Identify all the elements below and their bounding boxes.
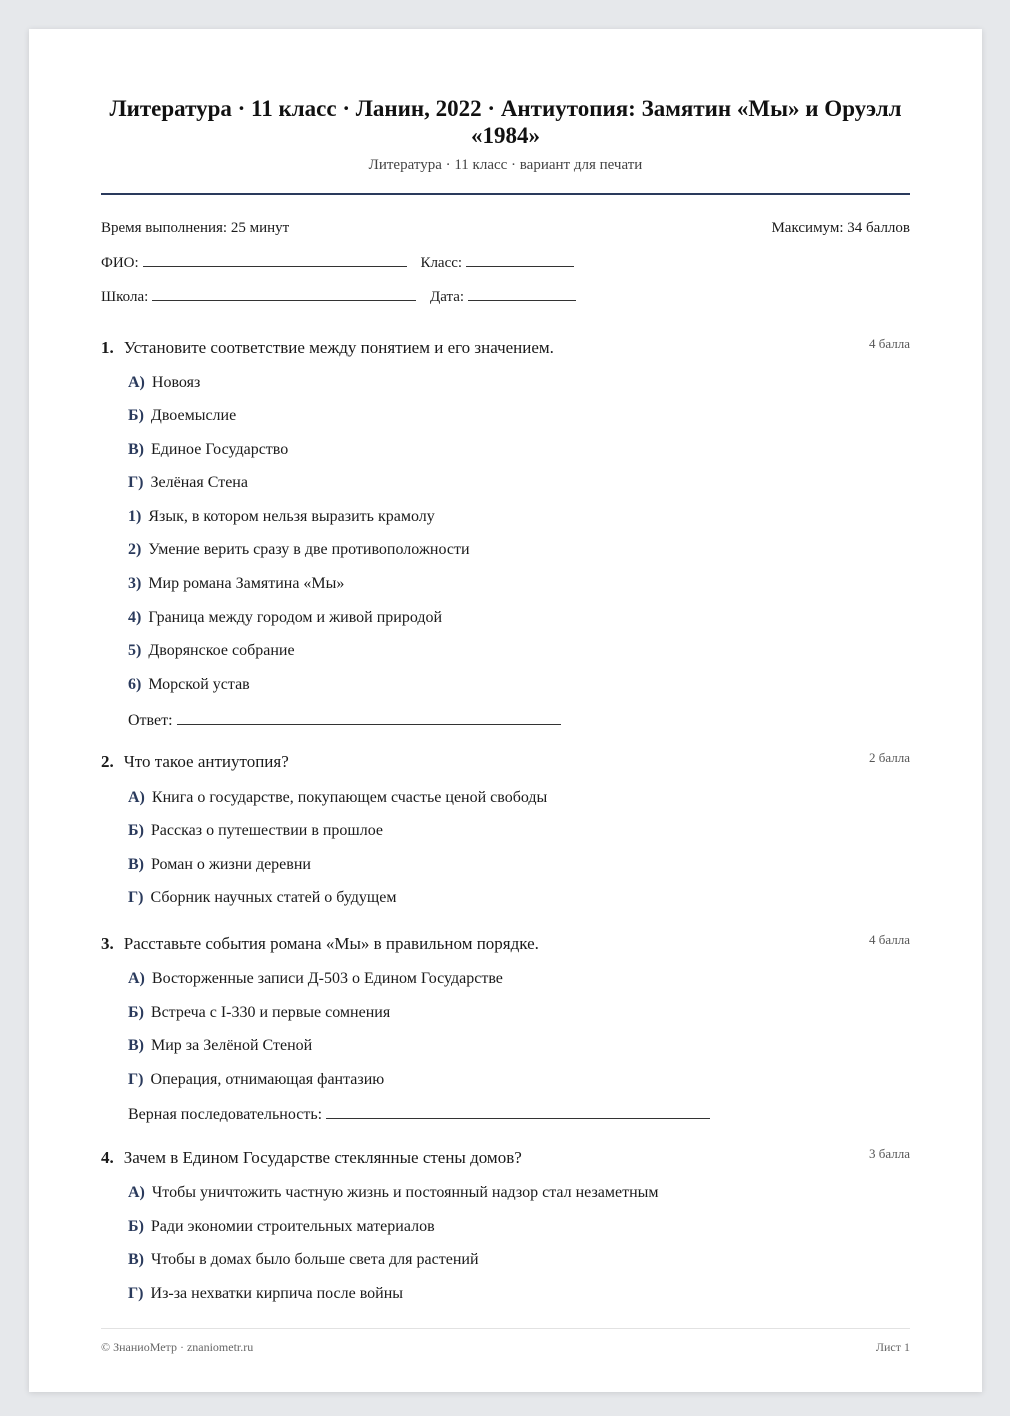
option-label: Г) [128,1285,144,1302]
question-points: 4 балла [869,336,910,351]
option-label: А) [128,789,145,806]
question-text: Установите соответствие между понятием и его значением. [123,338,554,357]
school-input-line[interactable] [152,287,416,301]
answer-input-line[interactable] [177,710,561,725]
q4-option-a[interactable] [128,1184,659,1202]
footer-divider [101,1328,910,1329]
question-points: 3 балла [869,1146,910,1161]
answer-label: Ответ: [128,712,173,729]
header-divider [101,193,910,195]
option-label: 2) [128,541,142,558]
option-label: А) [128,1184,145,1201]
page-number: Лист 1 [875,1340,910,1354]
q1-answer-row [128,710,561,730]
question-points: 4 балла [869,932,910,947]
option-label: Б) [128,1004,144,1021]
q1-option-g [128,474,248,492]
option-text: Восторженные записи Д-503 о Едином Государстве [151,970,503,987]
option-text: Ради экономии строительных материалов [150,1218,435,1235]
question-number: 4. [101,1148,114,1167]
option-text: Операция, отнимающая фантазию [150,1071,385,1088]
option-text: Язык, в котором нельзя выразить крамолу [148,508,435,525]
name-class-row [101,253,574,272]
option-label: Б) [128,407,144,424]
q3-option-g [128,1071,384,1089]
option-text: Чтобы в домах было больше света для растений [151,1251,479,1268]
option-text: Умение верить сразу в две противоположности [148,541,470,558]
question-number: 1. [101,338,114,357]
q3-option-v [128,1037,312,1055]
class-label: Класс: [420,255,463,271]
q1-option-5 [128,642,295,660]
option-text: Роман о жизни деревни [151,856,311,873]
option-text: Чтобы уничтожить частную жизнь и постоянный надзор стал незаметным [151,1184,659,1201]
meta-row [101,220,910,237]
question-2 [101,752,910,772]
q1-option-b [128,407,236,425]
option-text: Зелёная Стена [150,474,248,491]
option-label: В) [128,441,144,458]
page-title: Литература · 11 класс · Ланин, 2022 · Антиутопия: Замятин «Мы» и Оруэлл «1984» [109,96,902,148]
option-text: Двоемыслие [150,407,237,424]
worksheet-page [29,29,982,1392]
q2-option-b[interactable] [128,822,383,840]
option-label: Б) [128,822,144,839]
question-text: Что такое антиутопия? [123,752,289,771]
question-1 [101,338,910,358]
max-score: Максимум: 34 баллов [771,220,910,236]
question-4 [101,1148,910,1168]
option-label: В) [128,1251,144,1268]
question-3 [101,934,910,954]
option-label: А) [128,970,145,987]
option-label: В) [128,1037,144,1054]
school-label: Школа: [101,289,149,305]
option-text: Из-за нехватки кирпича после войны [150,1285,404,1302]
option-text: Морской устав [148,676,250,693]
option-label: Г) [128,1071,144,1088]
option-label: 1) [128,508,142,525]
option-text: Сборник научных статей о будущем [150,889,397,906]
q3-answer-row [128,1104,710,1124]
q1-option-6 [128,676,250,694]
q3-option-a [128,970,503,988]
q4-option-v[interactable] [128,1251,479,1269]
date-label: Дата: [430,289,465,305]
option-label: 3) [128,575,142,592]
page-subtitle: Литература · 11 класс · вариант для печати [368,157,643,173]
date-input-line[interactable] [468,287,576,301]
option-text: Граница между городом и живой природой [148,609,443,626]
q3-option-b [128,1004,390,1022]
option-label: Б) [128,1218,144,1235]
option-label: 4) [128,609,142,626]
q2-option-g[interactable] [128,889,396,907]
q1-option-a [128,374,200,392]
option-label: А) [128,374,145,391]
time-limit: Время выполнения: 25 минут [101,220,290,236]
q2-option-a[interactable] [128,789,547,807]
q1-option-v [128,441,288,459]
fio-input-line[interactable] [143,253,407,267]
q1-option-3 [128,575,344,593]
question-points: 2 балла [869,750,910,765]
option-text: Новояз [151,374,201,391]
option-text: Книга о государстве, покупающем счастье ценой свободы [151,789,548,806]
q1-option-1 [128,508,435,526]
option-text: Мир романа Замятина «Мы» [148,575,345,592]
answer-label: Верная последовательность: [128,1106,323,1123]
option-label: В) [128,856,144,873]
option-text: Единое Государство [151,441,289,458]
q2-option-v[interactable] [128,856,311,874]
option-label: 6) [128,676,142,693]
q1-option-4 [128,609,442,627]
q4-option-b[interactable] [128,1218,435,1236]
option-label: Г) [128,889,144,906]
option-text: Рассказ о путешествии в прошлое [150,822,384,839]
fio-label: ФИО: [101,255,139,271]
question-number: 3. [101,934,114,953]
footer-copyright: © ЗнаниоМетр · znaniometr.ru [101,1340,254,1354]
answer-input-line[interactable] [326,1104,710,1119]
class-input-line[interactable] [466,253,574,267]
question-text: Расставьте события романа «Мы» в правильном порядке. [123,934,539,953]
option-label: Г) [128,474,144,491]
page-footer [101,1340,910,1355]
worksheet-content [101,29,910,1392]
option-text: Дворянское собрание [148,642,295,659]
q1-option-2 [128,541,470,559]
option-label: 5) [128,642,142,659]
question-text: Зачем в Едином Государстве стеклянные стены домов? [123,1148,522,1167]
option-text: Встреча с I-330 и первые сомнения [150,1004,391,1021]
q4-option-g[interactable] [128,1285,403,1303]
school-date-row [101,287,576,306]
option-text: Мир за Зелёной Стеной [151,1037,313,1054]
question-number: 2. [101,752,114,771]
